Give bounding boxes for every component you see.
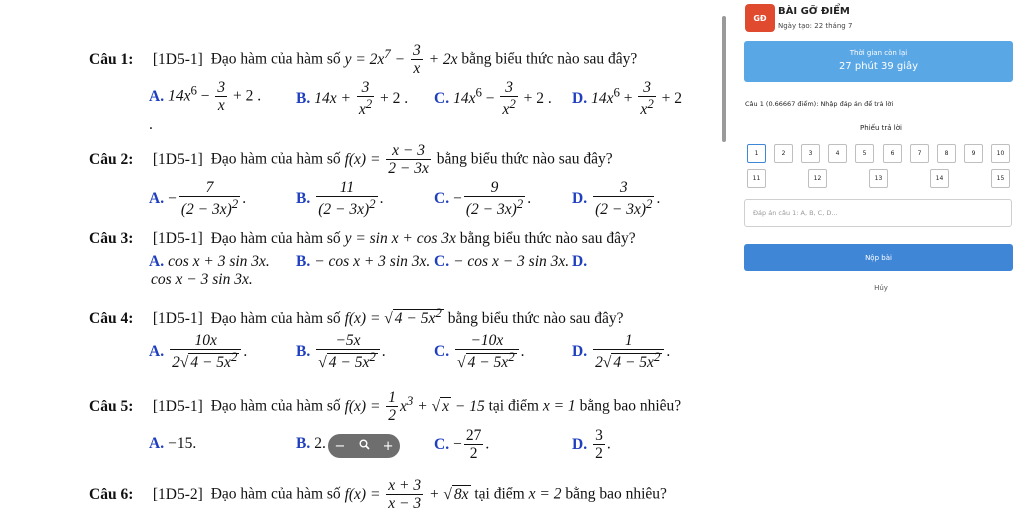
question-text: tại điểm — [488, 397, 539, 415]
question-4 — [89, 305, 624, 328]
question-2 — [89, 143, 613, 177]
answer-option-d: D. $14x^6$ + $\frac{3}{x^2}$ + 2 — [572, 79, 683, 119]
answer-option-d: D. $\frac{3}{(2 - 3x)^2}$ . — [572, 179, 661, 219]
answer-cell-11[interactable]: 11 — [747, 169, 766, 188]
answer-option-a: A. cos x + 3 sin 3x. — [149, 253, 270, 270]
question-label: Câu 3: — [89, 230, 134, 247]
current-question-hint: Câu 1 (0.66667 điểm): Nhập đáp án để trả lời — [745, 100, 894, 108]
answer-panel — [738, 0, 1024, 513]
timer-label: Thời gian còn lại — [849, 49, 908, 57]
answer-input[interactable] — [744, 199, 1012, 227]
answer-cell-8[interactable]: 8 — [937, 144, 956, 163]
question-1 — [89, 43, 637, 77]
answer-option-d: D. $\frac{3}{2}$ . — [572, 427, 611, 463]
question-formula: f(x) = $\frac{1}{2}$ $x^3$ + √ x − 15 — [344, 389, 485, 425]
answer-cell-15[interactable]: 15 — [991, 169, 1010, 188]
answer-cell-7[interactable]: 7 — [910, 144, 929, 163]
cancel-button[interactable]: Hủy — [874, 284, 888, 292]
question-tag: [1D5-1] — [152, 50, 203, 68]
question-label: Câu 4: — [89, 310, 134, 328]
answer-option-b: B. 2. — [296, 435, 326, 452]
question-formula: $y = 2x^7$ − $\frac{3}{x}$ + 2x — [344, 42, 458, 78]
question-tag: [1D5-1] — [152, 397, 203, 415]
question-text: bằng bao nhiêu? — [565, 485, 667, 503]
zoom-in-button[interactable]: + — [382, 438, 394, 454]
question-label: Câu 1: — [89, 50, 134, 68]
answer-sheet-title: Phiếu trả lời — [860, 124, 902, 132]
answer-option-c: C. − $\frac{9}{(2 - 3x)^2}$ . — [434, 179, 532, 219]
question-text: bằng bao nhiêu? — [579, 397, 682, 415]
question-formula: y = sin x + cos 3x — [344, 230, 456, 247]
answer-option-a: A. $14x^6$ − $\frac{3}{x}$ + 2 . — [149, 79, 262, 115]
question-text: Đạo hàm của hàm số — [210, 397, 341, 415]
countdown-timer — [744, 41, 1013, 82]
answer-cell-14[interactable]: 14 — [930, 169, 949, 188]
answer-option-d: D. $\frac{1}{2√ 4 - 5x^2}$ . — [572, 332, 671, 372]
answer-option-a: A. − $\frac{7}{(2 - 3x)^2}$ . — [149, 179, 247, 219]
answer-option-d-label: D. — [572, 253, 588, 270]
question-point: x = 2 — [528, 485, 562, 503]
answer-option-c: C. $14x^6$ − $\frac{3}{x^2}$ + 2 . — [434, 79, 552, 119]
exam-title: BÀI GỠ ĐIỂM — [778, 6, 850, 17]
question-formula: f(x) = $\frac{x - 3}{2 - 3x}$ — [344, 142, 429, 178]
document-scrollbar[interactable] — [722, 16, 726, 142]
question-text: bằng biểu thức nào sau đây? — [447, 310, 624, 328]
stray-dot: . — [149, 116, 153, 133]
answer-cell-2[interactable]: 2 — [774, 144, 793, 163]
question-text: tại điểm — [474, 485, 525, 503]
answer-cell-4[interactable]: 4 — [828, 144, 847, 163]
answer-cell-12[interactable]: 12 — [808, 169, 827, 188]
answer-cell-6[interactable]: 6 — [883, 144, 902, 163]
question-tag: [1D5-1] — [152, 310, 203, 328]
question-text: Đạo hàm của hàm số — [210, 485, 341, 503]
answer-cell-9[interactable]: 9 — [964, 144, 983, 163]
question-text: bằng biểu thức nào sau đây? — [459, 230, 636, 247]
submit-button[interactable]: Nộp bài — [744, 244, 1013, 271]
answer-cell-13[interactable]: 13 — [869, 169, 888, 188]
exam-created-date: Ngày tạo: 22 tháng 7 — [778, 22, 853, 30]
answer-option-a: A. $\frac{10x}{2√ 4 - 5x^2}$ . — [149, 332, 248, 372]
answer-option-c: C. − cos x − 3 sin 3x. — [434, 253, 570, 270]
question-tag: [1D5-1] — [152, 150, 203, 168]
question-tag: [1D5-2] — [152, 485, 203, 503]
question-formula: f(x) = $\frac{x + 3}{x - 3}$ + √ 8x — [344, 477, 469, 513]
question-text: bằng biểu thức nào sau đây? — [461, 50, 638, 68]
question-label: Câu 2: — [89, 150, 134, 168]
question-text: bằng biểu thức nào sau đây? — [436, 150, 613, 168]
question-3 — [89, 230, 636, 248]
question-point: x = 1 — [542, 397, 576, 415]
answer-cell-5[interactable]: 5 — [855, 144, 874, 163]
zoom-magnifier-icon[interactable] — [359, 439, 370, 454]
question-text: Đạo hàm của hàm số — [210, 50, 341, 68]
answer-cell-3[interactable]: 3 — [801, 144, 820, 163]
question-6 — [89, 478, 667, 512]
app-logo: GĐ — [745, 4, 775, 32]
answer-option-c: C. − $\frac{27}{2}$ . — [434, 427, 490, 463]
answer-option-b: B. $\frac{11}{(2 - 3x)^2}$ . — [296, 179, 384, 219]
question-5 — [89, 390, 681, 424]
zoom-control — [328, 434, 400, 458]
answer-cell-10[interactable]: 10 — [991, 144, 1010, 163]
answer-option-d: cos x − 3 sin 3x. — [151, 271, 253, 288]
answer-option-b: B. − cos x + 3 sin 3x. — [296, 253, 431, 270]
zoom-out-button[interactable]: − — [334, 438, 346, 454]
question-label: Câu 5: — [89, 397, 134, 415]
question-text: Đạo hàm của hàm số — [210, 230, 341, 247]
answer-cell-1[interactable]: 1 — [747, 144, 766, 163]
timer-value: 27 phút 39 giây — [838, 61, 919, 72]
question-text: Đạo hàm của hàm số — [210, 150, 341, 168]
question-formula: f(x) = √ $4 - 5x^2$ — [344, 305, 442, 328]
question-text: Đạo hàm của hàm số — [210, 310, 341, 328]
answer-option-b: B. 14x + $\frac{3}{x^2}$ + 2 . — [296, 79, 409, 119]
answer-option-b: B. $\frac{-5x}{√ 4 - 5x^2}$ . — [296, 332, 386, 372]
question-label: Câu 6: — [89, 485, 134, 503]
answer-option-a: A. −15. — [149, 435, 197, 452]
question-tag: [1D5-1] — [152, 230, 203, 247]
answer-option-c: C. $\frac{-10x}{√ 4 - 5x^2}$ . — [434, 332, 525, 372]
